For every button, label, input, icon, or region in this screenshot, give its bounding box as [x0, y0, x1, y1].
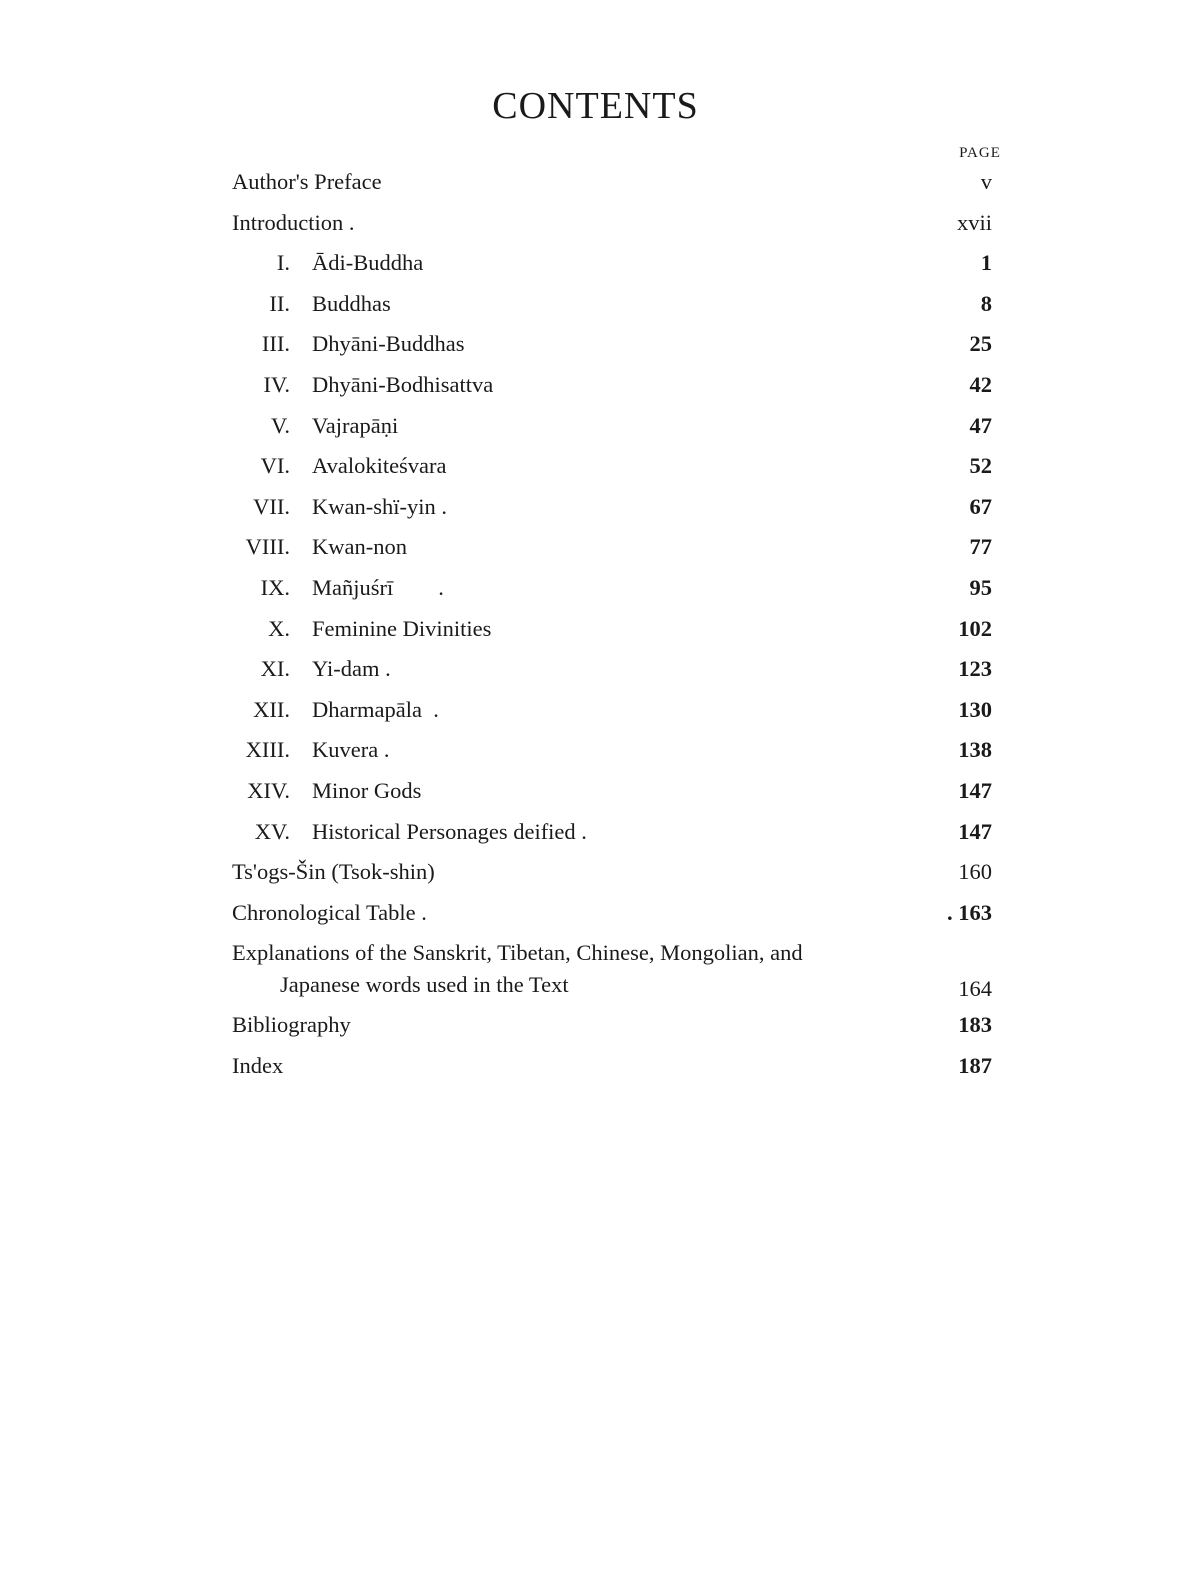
toc-entry-label-line-1: Explanations of the Sanskrit, Tibetan, Chinese, Mongolian, and [232, 940, 803, 966]
toc-entry-chapter-8[interactable] [232, 527, 1012, 568]
toc-entry-label: Kwan-non [312, 534, 407, 560]
toc-entry-page: 187 [958, 1052, 992, 1078]
toc-entry-page: 8 [980, 290, 992, 316]
toc-entry-explanations[interactable] [232, 933, 1012, 1005]
toc-entry-page: 160 [958, 859, 992, 885]
toc-entry-page: 42 [969, 371, 992, 397]
toc-entry-label: Yi-dam . [312, 656, 391, 682]
toc-entry-label [232, 937, 803, 1001]
toc-entry-chapter-12[interactable] [232, 690, 1012, 731]
toc-entry-chapter-15[interactable] [232, 812, 1012, 853]
toc-entry-chapter-11[interactable] [232, 649, 1012, 690]
toc-entry-chapter-2[interactable] [232, 284, 1012, 325]
toc-entry-label: Minor Gods [312, 777, 422, 803]
toc-entry-label: Bibliography [232, 1012, 351, 1038]
toc-entry-page: . 163 [947, 899, 992, 925]
toc-entry-page: 123 [958, 656, 992, 682]
toc-entry-page: 164 [958, 976, 992, 1002]
toc-entry-label: Vajrapāṇi [312, 412, 399, 438]
toc-entry-page: 47 [969, 412, 992, 438]
chapter-number: XIII. [245, 737, 290, 763]
chapter-number: I. [276, 250, 290, 276]
toc-entry-page: 95 [969, 574, 992, 600]
chapter-number: VI. [260, 453, 290, 479]
toc-entry-page: 77 [969, 534, 992, 560]
toc-entry-page: 52 [969, 453, 992, 479]
chapter-number: VII. [253, 493, 290, 519]
toc-entry-label: Dhyāni-Bodhisattva [312, 371, 494, 397]
toc-entry-chronological-table[interactable] [232, 893, 1012, 934]
toc-entry-page: 147 [958, 818, 992, 844]
toc-entry-page: xvii [956, 209, 992, 235]
toc-entry-page: v [980, 169, 992, 194]
toc-entry-page: 67 [969, 493, 992, 519]
chapter-number: II. [269, 290, 290, 316]
toc-entry-chapter-10[interactable] [232, 609, 1012, 650]
toc-entry-label: Dharmapāla . [312, 696, 439, 722]
toc-entry-label: Introduction . [232, 209, 355, 235]
toc-entry-page: 183 [958, 1012, 992, 1038]
toc-entry-index[interactable] [232, 1046, 1012, 1087]
toc-entry-label: Historical Personages deified . [312, 818, 587, 844]
toc-entry-label: Author's Preface [232, 169, 382, 194]
toc-entry-page: 102 [958, 615, 992, 641]
toc-entry-page: 25 [969, 331, 992, 357]
chapter-number: XI. [260, 656, 290, 682]
toc-entry-page: 138 [958, 737, 992, 763]
page-column-heading: PAGE [959, 145, 1001, 161]
toc-entry-introduction[interactable] [232, 203, 1012, 244]
toc-entry-label-line-2: Japanese words used in the Text [280, 972, 569, 998]
chapter-number: XIV. [247, 777, 290, 803]
toc-entry-page: 130 [958, 696, 992, 722]
toc-entry-authors-preface[interactable] [232, 162, 1012, 203]
toc-entry-label: Mañjuśrī . [312, 574, 444, 600]
chapter-number: III. [261, 331, 290, 357]
chapter-number: V. [271, 412, 290, 438]
toc-entry-chapter-14[interactable] [232, 771, 1012, 812]
toc-entry-label: Kuvera . [312, 737, 390, 763]
toc-entry-chapter-9[interactable] [232, 568, 1012, 609]
chapter-number: IV. [263, 371, 290, 397]
page-title: CONTENTS [492, 85, 699, 127]
toc-entry-page: 1 [980, 250, 992, 276]
chapter-number: IX. [260, 574, 290, 600]
toc-entry-label: Dhyāni-Buddhas [312, 331, 465, 357]
chapter-number: XV. [254, 818, 290, 844]
toc-entry-chapter-6[interactable] [232, 446, 1012, 487]
toc-entry-chapter-7[interactable] [232, 487, 1012, 528]
toc-entry-chapter-3[interactable] [232, 324, 1012, 365]
toc-entry-chapter-5[interactable] [232, 406, 1012, 447]
chapter-number: X. [268, 615, 290, 641]
toc-entry-label: Feminine Divinities [312, 615, 492, 641]
toc-entry-page: 147 [958, 777, 992, 803]
toc-entry-label: Buddhas [312, 290, 391, 316]
toc-entry-tsogs-sin[interactable] [232, 852, 1012, 893]
chapter-number: VIII. [245, 534, 290, 560]
toc-entry-chapter-13[interactable] [232, 730, 1012, 771]
toc-entry-label: Ts'ogs-Šin (Tsok-shin) [232, 859, 435, 885]
toc-entry-label: Kwan-shï-yin . [312, 493, 447, 519]
toc-entry-chapter-4[interactable] [232, 365, 1012, 406]
table-of-contents [232, 162, 1012, 1086]
toc-entry-label: Index [232, 1052, 284, 1078]
toc-entry-bibliography[interactable] [232, 1005, 1012, 1046]
toc-entry-label: Ādi-Buddha [312, 250, 424, 276]
toc-entry-label: Avalokiteśvara [312, 453, 447, 479]
toc-entry-label: Chronological Table . [232, 899, 427, 925]
toc-entry-chapter-1[interactable] [232, 243, 1012, 284]
chapter-number: XII. [253, 696, 290, 722]
